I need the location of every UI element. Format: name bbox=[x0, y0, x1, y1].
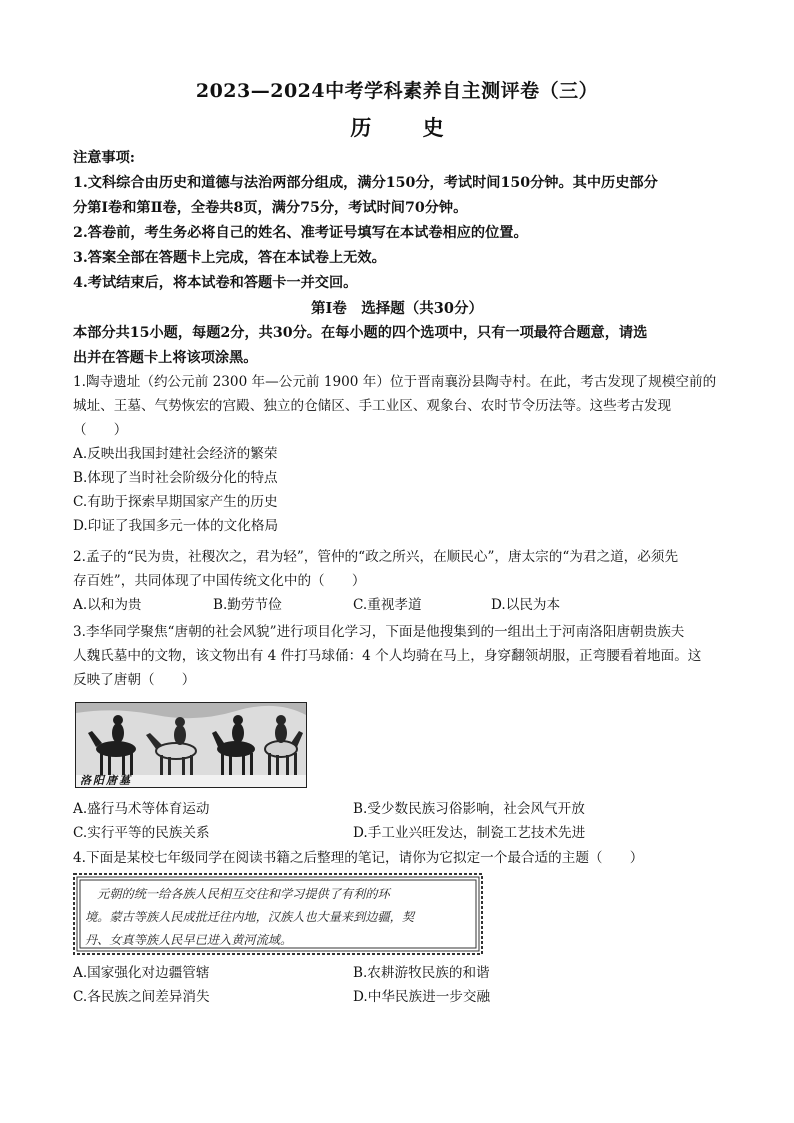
question-2 bbox=[73, 545, 733, 617]
question-stem-line: 城址、王墓、气势恢宏的宫殿、独立的仓储区、手工业区、观象台、农时节令历法等。这些考古发现 bbox=[73, 398, 672, 414]
question-stem-line: 3.李华同学聚焦“唐朝的社会风貌”进行项目化学习，下面是他搜集到的一组出土于河南洛阳唐朝贵族夫 bbox=[73, 624, 685, 640]
options-row bbox=[73, 961, 733, 985]
notes-line: 2.答卷前，考生务必将自己的姓名、准考证号填写在本试卷相应的位置。 bbox=[73, 225, 528, 241]
option-d: D.中华民族进一步交融 bbox=[353, 989, 491, 1005]
question-stem-line: 4.下面是某校七年级同学在阅读书籍之后整理的笔记，请你为它拟定一个最合适的主题（ ） bbox=[73, 850, 644, 866]
question-4-options bbox=[73, 961, 733, 1009]
notes-line: 3.答案全部在答题卡上完成，答在本试卷上无效。 bbox=[73, 250, 386, 266]
section-desc-line: 本部分共15小题，每题2分，共30分。在每小题的四个选项中，只有一项最符合题意，请选 bbox=[73, 325, 648, 341]
notes-block bbox=[73, 146, 723, 296]
options-row bbox=[73, 985, 733, 1009]
section-desc-line: 出并在答题卡上将该项涂黑。 bbox=[73, 350, 258, 366]
subject-title: 历 史 bbox=[350, 115, 466, 140]
question-3-options bbox=[73, 797, 733, 845]
option-d: D.手工业兴旺发达，制瓷工艺技术先进 bbox=[353, 825, 586, 841]
question-stem-line: 2.孟子的“民为贵，社稷次之，君为轻”，管仲的“政之所兴，在顺民心”，唐太宗的“为君之道，必须先 bbox=[73, 549, 679, 565]
option-a: A.以和为贵 bbox=[73, 597, 142, 613]
notes-line: 分第Ⅰ卷和第Ⅱ卷，全卷共8页，满分75分，考试时间70分钟。 bbox=[73, 200, 468, 216]
option-b: B.受少数民族习俗影响，社会风气开放 bbox=[353, 801, 585, 817]
section-heading: 第Ⅰ卷 选择题（共30分） bbox=[311, 300, 483, 317]
question-stem-line: （ ） bbox=[73, 422, 128, 438]
quote-line: 丹、女真等族人民早已进入黄河流域。 bbox=[85, 933, 293, 947]
option-b: B.体现了当时社会阶级分化的特点 bbox=[73, 470, 278, 486]
option-d: D.以民为本 bbox=[491, 597, 561, 613]
option-a: A.盛行马术等体育运动 bbox=[73, 801, 210, 817]
exam-title: 2023—2024中考学科素养自主测评卷（三） bbox=[195, 80, 599, 102]
question-3 bbox=[73, 620, 733, 692]
quote-line: 境。蒙古等族人民成批迁往内地，汉族人也大量来到边疆，契 bbox=[85, 910, 415, 924]
section-description bbox=[73, 321, 723, 371]
option-c: C.有助于探索早期国家产生的历史 bbox=[73, 494, 278, 510]
figure-caption: 洛阳唐墓 bbox=[80, 774, 132, 787]
notes-line: 1.文科综合由历史和道德与法治两部分组成，满分150分，考试时间150分钟。其中历史部分 bbox=[73, 175, 658, 191]
option-a: A.国家强化对边疆管辖 bbox=[73, 965, 210, 981]
notes-line: 4.考试结束后，将本试卷和答题卡一并交回。 bbox=[73, 275, 358, 291]
notes-quote-box bbox=[73, 873, 483, 955]
option-c: C.实行平等的民族关系 bbox=[73, 825, 210, 841]
question-1 bbox=[73, 370, 733, 538]
option-a: A.反映出我国封建社会经济的繁荣 bbox=[73, 446, 278, 462]
notes-heading: 注意事项: bbox=[73, 150, 135, 166]
polo-figurines-image bbox=[75, 702, 307, 788]
quote-text bbox=[85, 883, 473, 952]
question-4 bbox=[73, 846, 733, 870]
question-stem-line: 存百姓”，共同体现了中国传统文化中的（ ） bbox=[73, 573, 366, 589]
option-c: C.各民族之间差异消失 bbox=[73, 989, 210, 1005]
question-stem-line: 人魏氏墓中的文物，该文物出有 4 件打马球俑：4 个人均骑在马上，身穿翻领胡服，正弯腰看着地面。这 bbox=[73, 648, 702, 664]
question-stem-line: 反映了唐朝（ ） bbox=[73, 672, 196, 688]
option-c: C.重视孝道 bbox=[353, 597, 422, 613]
option-d: D.印证了我国多元一体的文化格局 bbox=[73, 518, 279, 534]
option-b: B.勤劳节俭 bbox=[213, 597, 282, 613]
quote-line: 元朝的统一给各族人民相互交往和学习提供了有利的环 bbox=[85, 887, 390, 901]
options-row bbox=[73, 593, 733, 617]
option-b: B.农耕游牧民族的和谐 bbox=[353, 965, 490, 981]
options-row bbox=[73, 797, 733, 821]
options-row bbox=[73, 821, 733, 845]
question-stem-line: 1.陶寺遗址（约公元前 2300 年—公元前 1900 年）位于晋南襄汾县陶寺村。在此，考古发现了规模空前的 bbox=[73, 374, 717, 390]
